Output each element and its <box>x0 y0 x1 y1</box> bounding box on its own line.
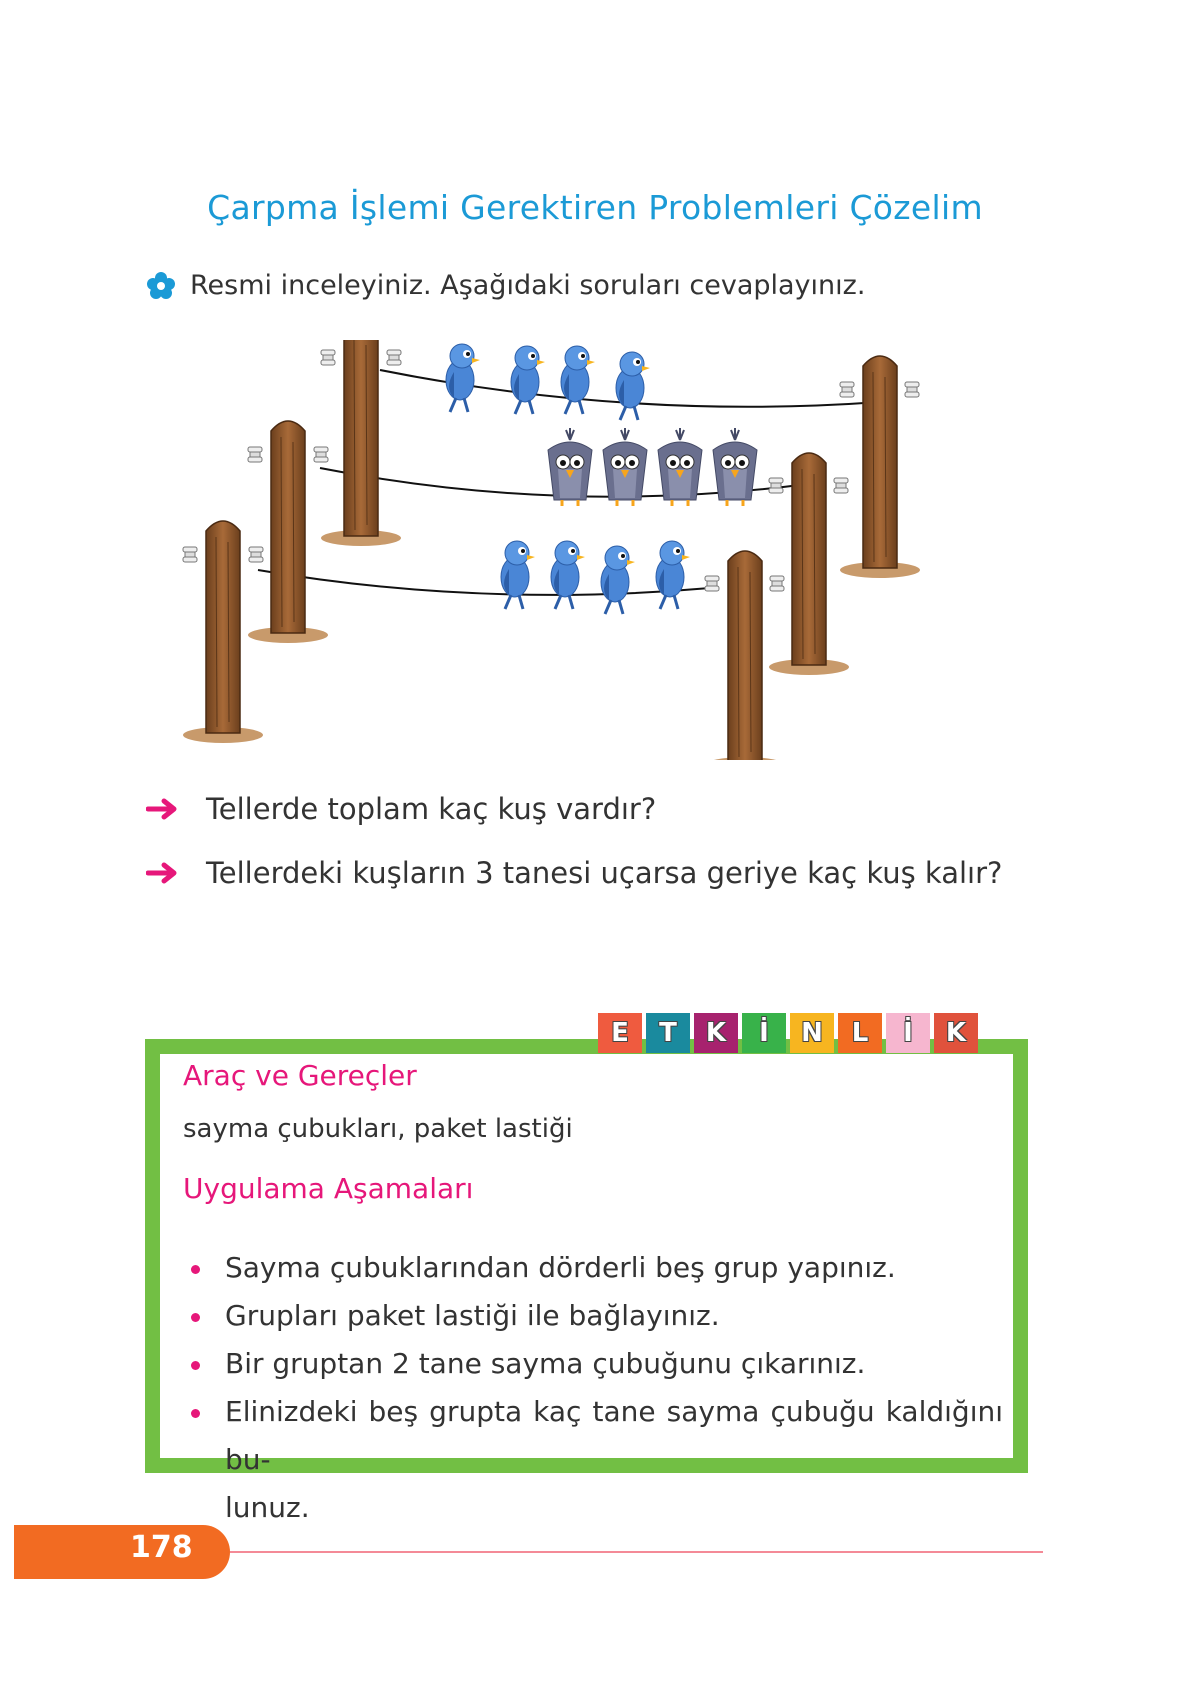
steps-list <box>183 1244 1003 1532</box>
step-item: Bir gruptan 2 tane sayma çubuğunu çıkarınız. <box>183 1340 1003 1388</box>
bullet-icon <box>191 1409 200 1418</box>
question-text: Tellerde toplam kaç kuş vardır? <box>206 792 657 826</box>
steps-heading: Uygulama Aşamaları <box>183 1172 474 1205</box>
bullet-icon <box>191 1313 200 1322</box>
instruction-text: Resmi inceleyiniz. Aşağıdaki soruları cevaplayınız. <box>190 270 866 301</box>
etkinlik-letter-tile: N <box>790 1013 834 1053</box>
etkinlik-letter-tile: E <box>598 1013 642 1053</box>
etkinlik-letter-tile: T <box>646 1013 690 1053</box>
etkinlik-letter-tile: K <box>694 1013 738 1053</box>
birds-on-wires-illustration <box>180 340 980 760</box>
step-item: Grupları paket lastiği ile bağlayınız. <box>183 1292 1003 1340</box>
page-number-tab <box>14 1525 230 1579</box>
question-2 <box>146 856 1002 890</box>
step-item: Elinizdeki beş grupta kaç tane sayma çubuğu kaldığını bu- <box>183 1388 1003 1484</box>
arrow-right-icon <box>146 862 180 884</box>
page-title: Çarpma İşlemi Gerektiren Problemleri Çözelim <box>207 188 983 227</box>
materials-heading: Araç ve Gereçler <box>183 1059 417 1092</box>
etkinlik-banner <box>598 1013 978 1053</box>
step-item-continued: lunuz. <box>225 1491 310 1524</box>
activity-box <box>145 1039 1028 1524</box>
etkinlik-letter-tile: İ <box>886 1013 930 1053</box>
etkinlik-letter-tile: L <box>838 1013 882 1053</box>
footer-line <box>230 1551 1043 1553</box>
instruction <box>146 270 865 301</box>
flower-icon <box>146 271 176 301</box>
bullet-icon <box>191 1265 200 1274</box>
page-number: 178 <box>130 1530 193 1565</box>
question-text: Tellerdeki kuşların 3 tanesi uçarsa geriye kaç kuş kalır? <box>206 856 1003 890</box>
bullet-icon <box>191 1361 200 1370</box>
etkinlik-letter-tile: K <box>934 1013 978 1053</box>
step-item: Sayma çubuklarından dörderli beş grup yapınız. <box>183 1244 1003 1292</box>
etkinlik-letter-tile: İ <box>742 1013 786 1053</box>
question-1 <box>146 792 656 826</box>
materials-text: sayma çubukları, paket lastiği <box>183 1114 573 1144</box>
arrow-right-icon <box>146 798 180 820</box>
